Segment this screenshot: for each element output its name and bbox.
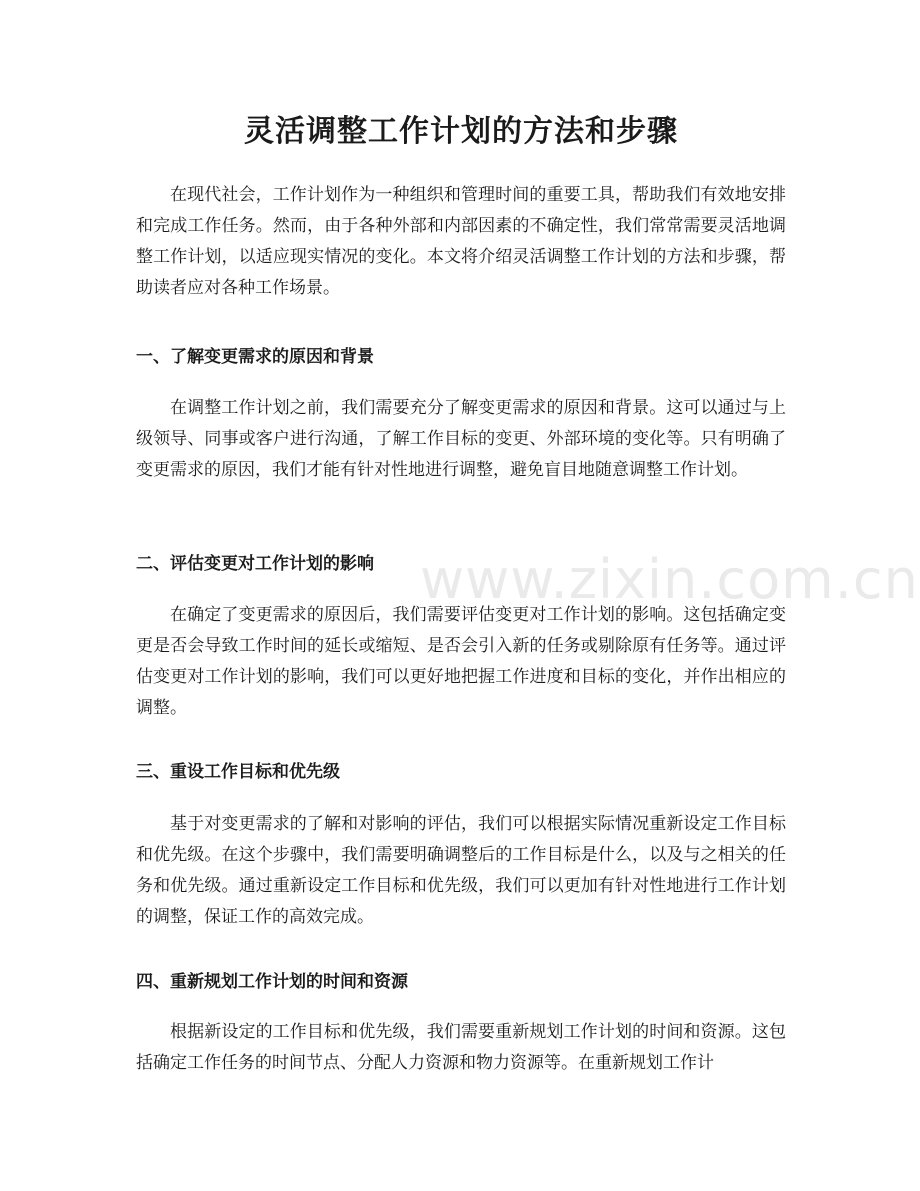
document-title: 灵活调整工作计划的方法和步骤 <box>244 114 678 149</box>
section-body-4: 根据新设定的工作目标和优先级，我们需要重新规划工作计划的时间和资源。这包括确定工作任务的时间节点、分配人力资源和物力资源等。在重新规划工作计 <box>136 1022 786 1073</box>
section-heading-4: 四、重新规划工作计划的时间和资源 <box>136 972 408 992</box>
watermark-text: www.zixin.com.cn <box>420 548 919 611</box>
section-heading-3: 三、重设工作目标和优先级 <box>136 762 340 782</box>
section-heading-2: 二、评估变更对工作计划的影响 <box>136 554 374 574</box>
section-body-3: 基于对变更需求的了解和对影响的评估，我们可以根据实际情况重新设定工作目标和优先级。在这个步骤中，我们需要明确调整后的工作目标是什么，以及与之相关的任务和优先级。通过重新设定工作目标和优先级，我们可以更加有针对性地进行工作计划的调整，保证工作的高效完成。 <box>136 814 786 927</box>
section-heading-1: 一、了解变更需求的原因和背景 <box>136 347 374 367</box>
intro-paragraph: 在现代社会，工作计划作为一种组织和管理时间的重要工具，帮助我们有效地安排和完成工作任务。然而，由于各种外部和内部因素的不确定性，我们常常需要灵活地调整工作计划，以适应现实情况的变化。本文将介绍灵活调整工作计划的方法和步骤，帮助读者应对各种工作场景。 <box>136 185 786 298</box>
section-body-1: 在调整工作计划之前，我们需要充分了解变更需求的原因和背景。这可以通过与上级领导、同事或客户进行沟通，了解工作目标的变更、外部环境的变化等。只有明确了变更需求的原因，我们才能有针对性地进行调整，避免盲目地随意调整工作计划。 <box>136 398 786 480</box>
section-body-2: 在确定了变更需求的原因后，我们需要评估变更对工作计划的影响。这包括确定变更是否会导致工作时间的延长或缩短、是否会引入新的任务或剔除原有任务等。通过评估变更对工作计划的影响，我们可以更好地把握工作进度和目标的变化，并作出相应的调整。 <box>136 605 786 718</box>
